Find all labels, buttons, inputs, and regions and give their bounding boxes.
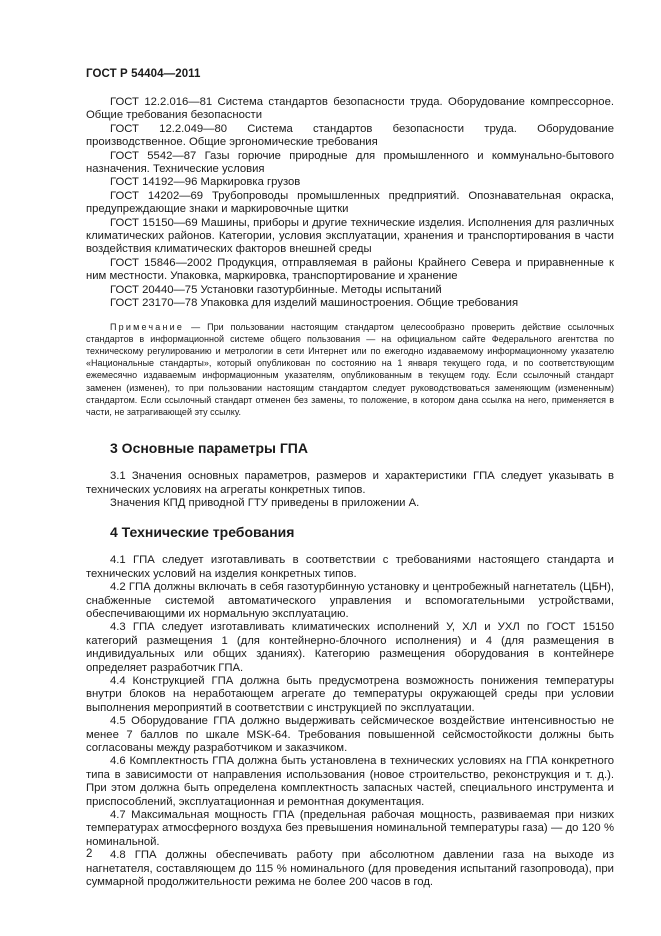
section-4-paragraph: 4.8 ГПА должны обеспечивать работу при абсолютном давлении газа на выходе из нагнетателя, составляющем до 115 % номинального (для проведения испытаний газопровода), при суммарной продолжительности режима не более 200 часов в год. [86,849,614,889]
reference-item: ГОСТ 14192—96 Маркировка грузов [110,176,301,189]
section-3-paragraph: Значения КПД приводной ГТУ приведены в приложении А. [110,496,420,509]
section-3-paragraph: 3.1 Значения основных параметров, размеров и характеристики ГПА следует указывать в технических условиях на агрегаты конкретных типов. [86,470,614,496]
page-content [86,96,614,890]
normative-references-list [86,96,614,311]
section-4-paragraph: 4.4 Конструкцией ГПА должна быть предусмотрена возможность понижения температуры внутри блоков на неработающем агрегате до температуры окружающей среды при условии выполнения мероприятий в соответствии с инструкцией по эксплуатации. [86,675,614,714]
section-3-title: 3 Основные параметры ГПА [110,440,308,457]
reference-item: ГОСТ 23170—78 Упаковка для изделий машиностроения. Общие требования [110,297,519,310]
section-4-paragraph: 4.5 Оборудование ГПА должно выдерживать сейсмическое воздействие интенсивностью не менее 7 баллов по шкале MSK-64. Требования повышенной сейсмостойкости должны быть согласованы между разработчиком и заказчиком. [86,715,614,755]
section-4-paragraph: 4.3 ГПА следует изготавливать климатических исполнений У, ХЛ и УХЛ по ГОСТ 15150 категорий размещения 1 (для контейнерно-блочного исполнения) и 4 (для размещения в индивидуальных или общих зданиях). Категорию размещения оборудования в контейнере определяет разработчик ГПА. [86,621,614,674]
document-header: ГОСТ Р 54404—2011 [86,68,201,80]
reference-item: ГОСТ 5542—87 Газы горючие природные для промышленного и коммунально-бытового назначения. Технические условия [86,149,614,176]
reference-item: ГОСТ 12.2.016—81 Система стандартов безопасности труда. Оборудование компрессорное. Общие требования безопасности [86,96,614,122]
page-number: 2 [86,848,93,860]
section-4-paragraph: 4.7 Максимальная мощность ГПА (предельная рабочая мощность, развиваемая при низких температурах атмосферного воздуха без превышения номинальной температуры газа) — до 120 % номинальной. [86,809,614,848]
section-4-paragraph: 4.6 Комплектность ГПА должна быть установлена в технических условиях на ГПА конкретного типа в зависимости от направления использования (новое строительство, реконструкция и т. д.). При этом должна быть определена комплектность запасных частей, специального инструмента и приспособлений, эксплуатационная и ремонтная документация. [86,755,614,808]
section-4-title: 4 Технические требования [110,524,295,541]
reference-item: ГОСТ 15846—2002 Продукция, отправляемая в районы Крайнего Севера и приравненные к ним местности. Упаковка, маркировка, транспортирование и хранение [86,256,614,283]
note-label: Примечание [110,321,185,332]
section-4-paragraph: 4.2 ГПА должны включать в себя газотурбинную установку и центробежный нагнетатель (ЦБН), снабженные системой автоматического управления и вспомогательными устройствами, обеспечивающими их нормальную эксплуатацию. [86,581,614,620]
note-text: — При пользовании настоящим стандартом целесообразно проверить действие ссылочных стандартов в информационной системе общего пользования — на официальном сайте Федерального агентства по техническому регулированию и метрологии в сети Интернет или по ежегодно издаваемому информационному указателю «Национальные стандарты», который опубликован по состоянию на 1 января текущего года, и по соответствующим ежемесячно издаваемым информационным указателям, опубликованным в текущем году. Если ссылочный стандарт заменен (изменен), то при пользовании настоящим стандартом следует руководствоваться заменяющим (измененным) стандартом. Если ссылочный стандарт отменен без замены, то положение, в котором дана ссылка на него, применяется в части, не затрагивающей эту ссылку. [86,321,614,417]
note-paragraph [86,321,614,419]
reference-item: ГОСТ 12.2.049—80 Система стандартов безопасности труда. Оборудование производственное. Общие эргономические требования [86,122,614,149]
reference-item: ГОСТ 14202—69 Трубопроводы промышленных предприятий. Опознавательная окраска, предупреждающие знаки и маркировочные щитки [86,189,614,216]
section-4-paragraph: 4.1 ГПА следует изготавливать в соответствии с требованиями настоящего стандарта и технических условий на изделия конкретных типов. [86,554,614,580]
reference-item: ГОСТ 20440—75 Установки газотурбинные. Методы испытаний [110,283,442,296]
reference-item: ГОСТ 15150—69 Машины, приборы и другие технические изделия. Исполнения для различных климатических районов. Категории, условия эксплуатации, хранения и транспортирования в части воздействия климатических факторов внешней среды [86,216,614,256]
